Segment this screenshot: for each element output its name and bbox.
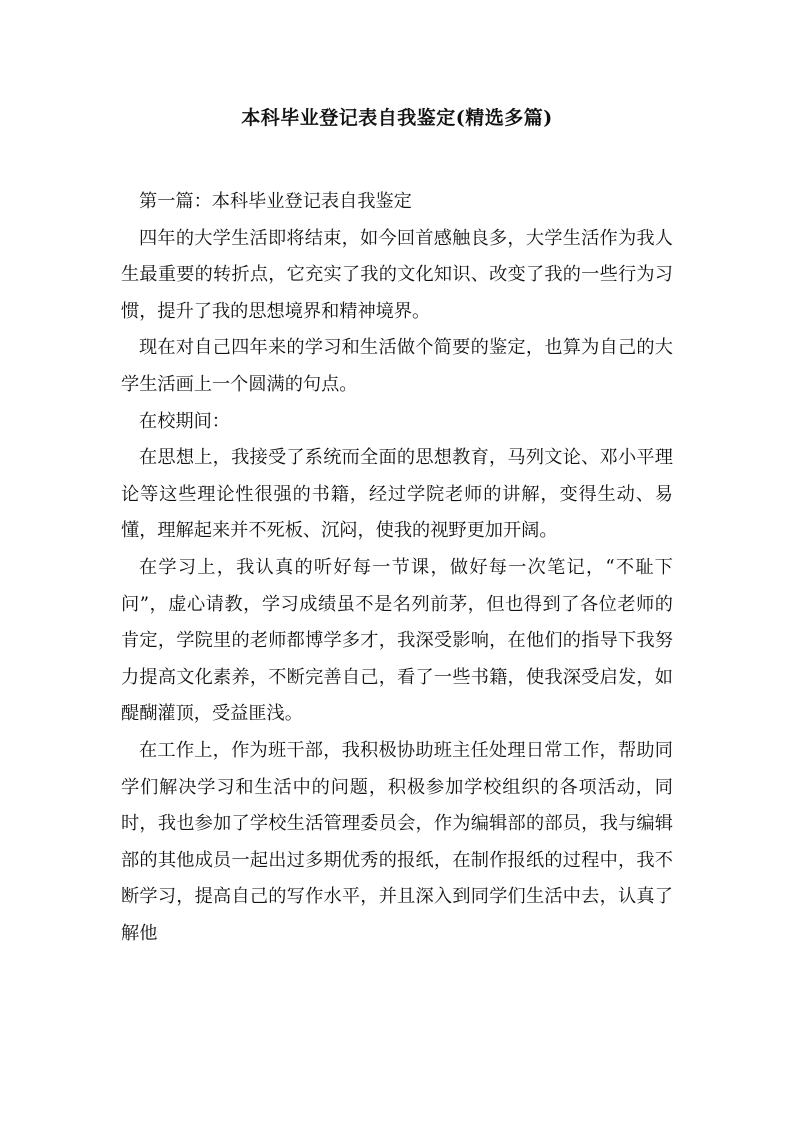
paragraph-thought: 在思想上，我接受了系统而全面的思想教育，马列文论、邓小平理论等这些理论性很强的书籍，经过学院老师的讲解，变得生动、易懂，理解起来并不死板、沉闷，使我的视野更加开阔。 [121,447,673,542]
paragraph-work: 在工作上，作为班干部，我积极协助班主任处理日常工作，帮助同学们解决学习和生活中的问题，积极参加学校组织的各项活动，同时，我也参加了学校生活管理委员会，作为编辑部的部员，我与编辑部的其他成员一起出过多期优秀的报纸，在制作报纸的过程中，我不断学习，提高自己的写作水平，并且深入到同学们生活中去，认真了解他 [121,739,673,944]
document-title: 本科毕业登记表自我鉴定(精选多篇) [241,107,553,129]
paragraph-school-period: 在校期间： [139,410,230,432]
section-heading: 第一篇：本科毕业登记表自我鉴定 [139,191,412,212]
paragraph-summary: 现在对自己四年来的学习和生活做个简要的鉴定，也算为自己的大学生活画上一个圆满的句点。 [121,337,673,395]
paragraph-intro: 四年的大学生活即将结束，如今回首感触良多，大学生活作为我人生最重要的转折点，它充实了我的文化知识、改变了我的一些行为习惯，提升了我的思想境界和精神境界。 [121,227,673,322]
paragraph-study: 在学习上，我认真的听好每一节课，做好每一次笔记，“不耻下问”，虚心请教，学习成绩虽不是名列前茅，但也得到了各位老师的肯定，学院里的老师都博学多才，我深受影响，在他们的指导下我努力提高文化素养，不断完善自己，看了一些书籍，使我深受启发，如醍醐灌顶，受益匪浅。 [121,556,673,725]
document-body [121,184,673,952]
